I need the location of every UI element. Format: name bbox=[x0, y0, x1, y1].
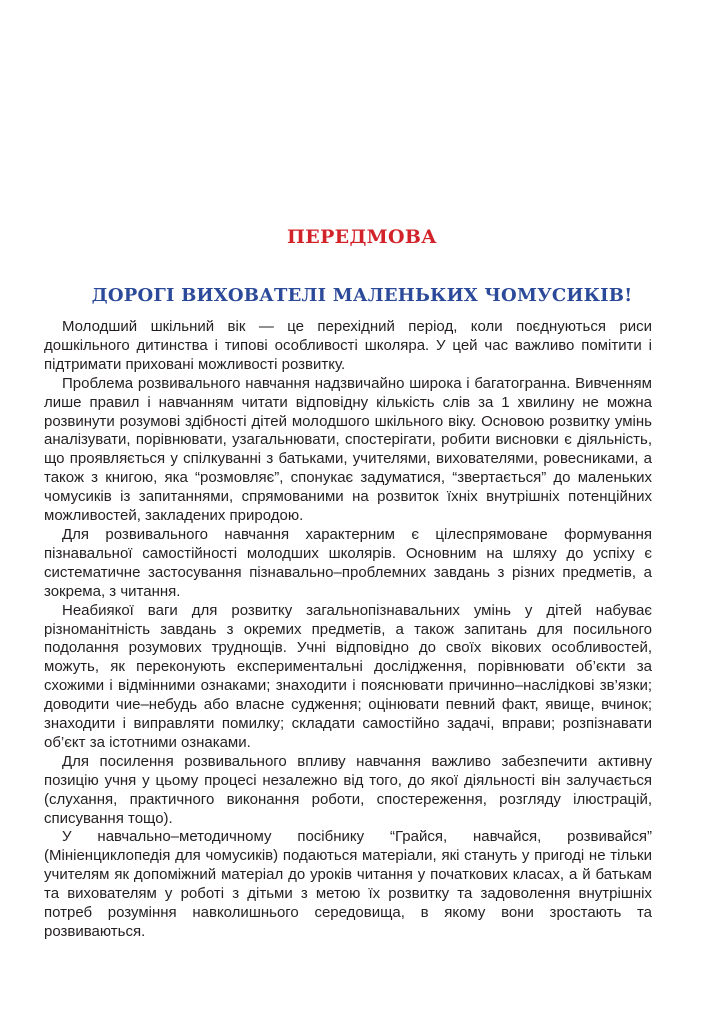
page-subtitle: ДОРОГІ ВИХОВАТЕЛІ МАЛЕНЬКИХ ЧОМУСИКІВ! bbox=[91, 285, 633, 306]
preface-body bbox=[44, 318, 652, 942]
paragraph: Проблема розвивального навчання надзвичайно широка і багатогранна. Вивченням лише правил і навчанням читати відповідну кількість слів за 1 хвилину не можна розвинути розумові здібності дітей молодшого шкільного віку. Основою розвитку умінь аналізувати, порівнювати, узагальнювати, спостерігати, робити висновки є діяльність, що проявляється у спілкуванні з батьками, учителями, вихователями, ровесниками, а також з книгою, яка “розмовляє”, спонукає задуматися, “звертається” до маленьких чомусиків із запитаннями, спрямованими на розвиток їхніх внутрішніх потенційних можливостей, закладених природою. bbox=[44, 374, 652, 525]
paragraph: Для посилення розвивального впливу навчання важливо забезпечити активну позицію учня у цьому процесі незалежно від того, до якої діяльності він залучається (слухання, практичного виконання роботи, спостереження, розгляду ілюстрацій, списування тощо). bbox=[44, 752, 652, 827]
paragraph: Неабиякої ваги для розвитку загальнопізнавальних умінь у дітей набуває різноманітність завдань з окремих предметів, а також запитань для посильного подолання розумових труднощів. Учні відповідно до своїх вікових особливостей, можуть, як переконують експериментальні дослідження, порівнювати об’єкти за схожими і відмінними ознаками; знаходити і пояснювати причинно–наслідкові зв’язки; доводити чие–небудь або власне судження; оцінювати певний факт, явище, вчинок; знаходити і виправляти помилку; складати самостійно задачі, вправи; розпізнавати об’єкт за істотними ознаками. bbox=[44, 601, 652, 751]
paragraph: Молодший шкільний вік — це перехідний період, коли поєднуються риси дошкільного дитинства і типові особливості школяра. У цей час важливо помітити і підтримати приховані можливості розвитку. bbox=[44, 318, 652, 373]
page-title: ПЕРЕДМОВА bbox=[287, 226, 437, 248]
paragraph: У навчально–методичному посібнику “Грайся, навчайся, розвивайся” (Мініенциклопедія для чомусиків) подаються матеріали, які стануть у пригоді не тільки учителям як допоміжний матеріал до уроків читання у початкових класах, а й батькам та вихователям у роботі з дітьми з метою їх розвитку та задоволення внутрішніх потреб розуміння навколишнього середовища, в якому вони зростають та розвиваються. bbox=[44, 828, 652, 940]
paragraph: Для розвивального навчання характерним є цілеспрямоване формування пізнавальної самостійності молодших школярів. Основним на шляху до успіху є систематичне застосування пізнавально–проблемних завдань з різних предметів, а зокрема, з читання. bbox=[44, 525, 652, 600]
